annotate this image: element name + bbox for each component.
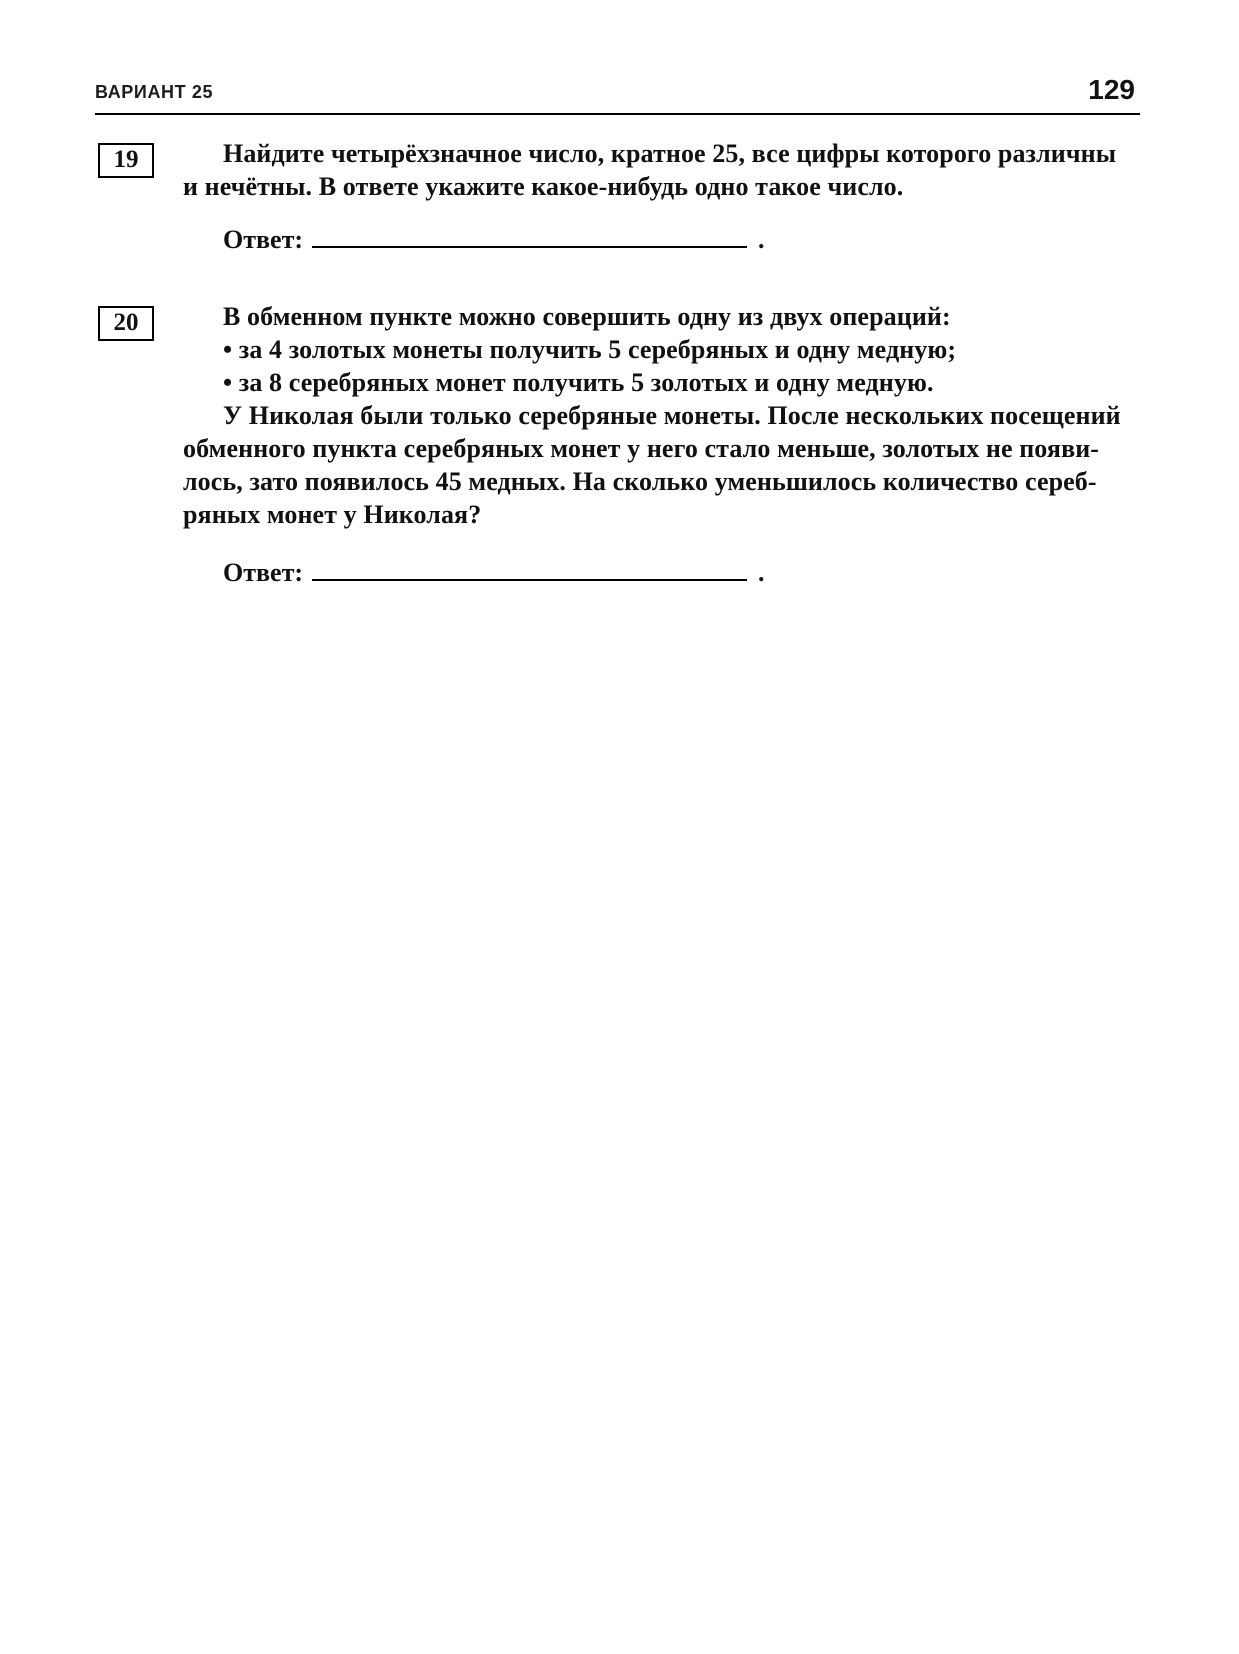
problem-20-text-line: обменного пункта серебряных монет у него стало меньше, золотых не появи- (183, 434, 1100, 463)
answer-blank-line (312, 222, 747, 248)
answer-blank-line (312, 555, 747, 581)
page-header (95, 74, 1140, 108)
page-number: 129 (1088, 74, 1135, 105)
problem-20-number-box (98, 306, 154, 341)
problem-20-bullet-line: • за 4 золотых монеты получить 5 серебряных и одну медную; (223, 335, 957, 364)
problem-20-text-line: ряных монет у Николая? (183, 500, 482, 529)
variant-label: ВАРИАНТ 25 (95, 82, 214, 102)
header-divider-rule (95, 113, 1140, 115)
answer-label: Ответ: (223, 225, 304, 254)
problem-19-text (183, 137, 1117, 203)
problem-19-text-line: и нечётны. В ответе укажите какое-нибудь одно такое число. (183, 172, 904, 201)
problem-20 (95, 300, 1121, 589)
answer-period: . (758, 225, 765, 254)
problem-19-answer-row (183, 222, 1095, 256)
problem-20-number: 20 (113, 309, 139, 336)
problem-20-text-line: В обменном пункте можно совершить одну из двух операций: (223, 302, 951, 331)
problem-20-text-line: лось, зато появилось 45 медных. На сколько уменьшилось количество сереб- (183, 467, 1097, 496)
problem-19 (95, 137, 1117, 256)
problem-19-number-box (98, 143, 154, 178)
answer-label: Ответ: (223, 558, 304, 587)
problem-20-text (183, 300, 1121, 531)
problem-20-answer-row (183, 555, 1095, 589)
answer-period: . (758, 558, 765, 587)
problem-20-text-line: У Николая были только серебряные монеты. После нескольких посещений (223, 401, 1121, 430)
problem-19-text-line: Найдите четырёхзначное число, кратное 25, все цифры которого различны (223, 139, 1117, 168)
problem-19-number: 19 (113, 146, 139, 173)
problem-20-bullet-line: • за 8 серебряных монет получить 5 золотых и одну медную. (223, 368, 934, 397)
